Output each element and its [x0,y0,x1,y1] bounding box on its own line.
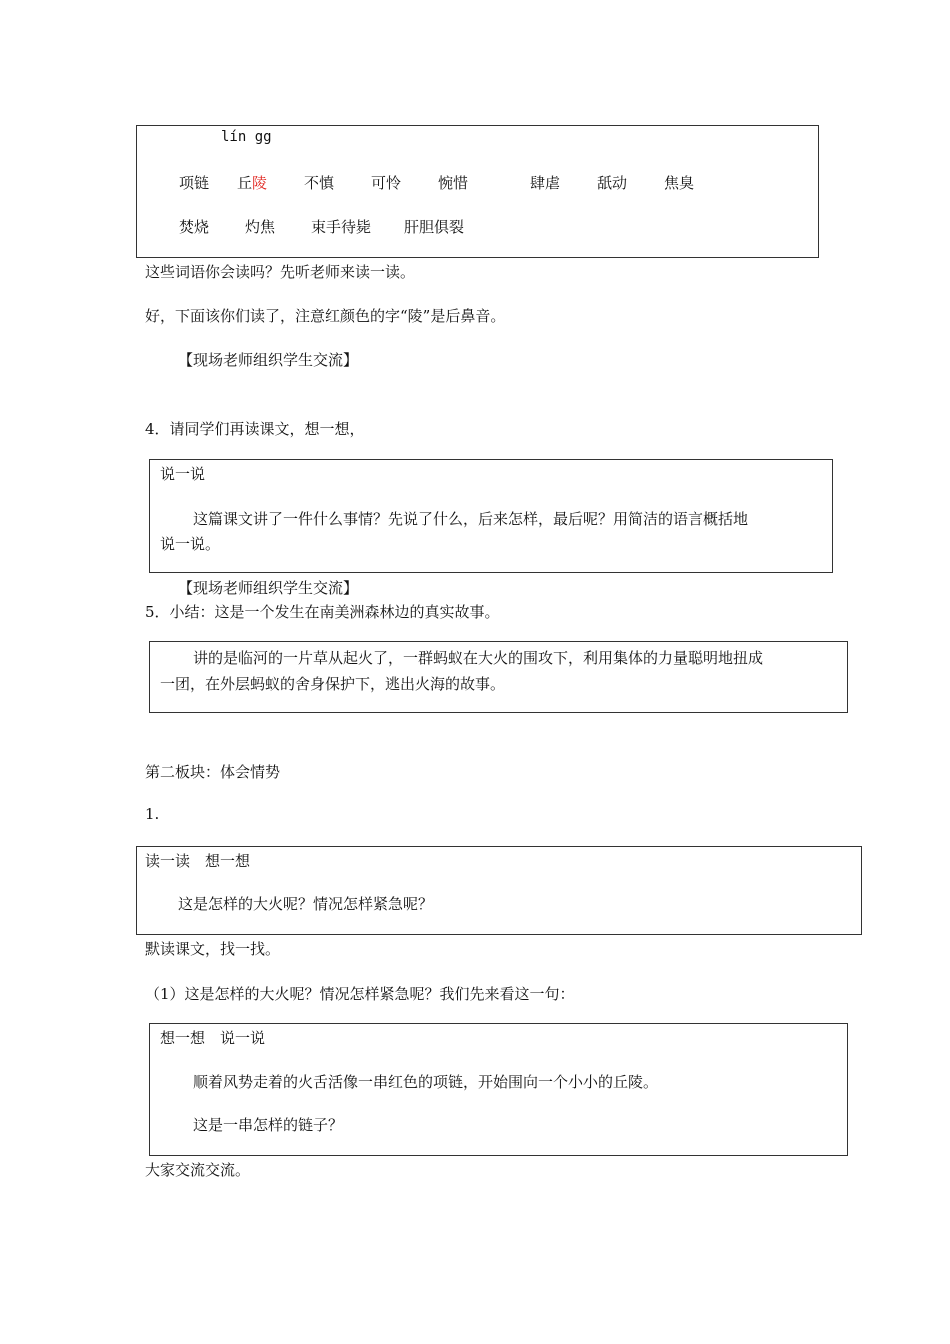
paragraph: 4．请同学们再读课文，想一想， [145,420,365,438]
vocab-word: 肝胆俱裂 [404,218,465,236]
box-text: 这是怎样的大火呢？情况怎样紧急呢？ [178,895,434,913]
highlighted-character: 陵 [252,174,268,192]
box-title: 说一说 [160,465,206,483]
vocab-word: 焚烧 [179,218,210,236]
vocab-word: 舐动 [597,174,628,192]
paragraph: 【现场老师组织学生交流】 [178,351,359,369]
box-text: 顺着风势走着的火舌活像一串红色的项链，开始围向一个小小的丘陵。 [193,1073,659,1091]
paragraph: 好，下面该你们读了，注意红颜色的字“陵”是后鼻音。 [145,307,506,325]
box-title: 想一想 说一说 [160,1029,266,1047]
paragraph: 这些词语你会读吗？先听老师来读一读。 [145,263,416,281]
vocab-word-highlighted [237,172,267,193]
vocab-word-prefix: 丘 [237,174,253,192]
paragraph: 5．小结：这是一个发生在南美洲森林边的真实故事。 [145,603,500,621]
paragraph: （1）这是怎样的大火呢？情况怎样紧急呢？我们先来看这一句： [145,985,575,1003]
vocab-word: 项链 [179,174,210,192]
box-text: 一团，在外层蚂蚁的舍身保护下，逃出火海的故事。 [160,675,506,693]
vocab-word: 焦臭 [664,174,695,192]
vocab-word: 肆虐 [530,174,561,192]
vocab-word: 惋惜 [438,174,469,192]
vocab-word: 灼焦 [245,218,276,236]
box-text: 讲的是临河的一片草从起火了，一群蚂蚁在大火的围攻下，利用集体的力量聪明地扭成 [193,649,764,667]
paragraph: 默读课文，找一找。 [145,940,281,958]
pinyin-annotation: lín gg [221,129,272,145]
paragraph: 大家交流交流。 [145,1161,251,1179]
vocab-word: 可怜 [371,174,402,192]
paragraph: 1. [145,805,160,823]
paragraph: 【现场老师组织学生交流】 [178,579,359,597]
vocab-word: 束手待毙 [311,218,372,236]
vocab-word: 不慎 [304,174,335,192]
box-text: 这篇课文讲了一件什么事情？先说了什么，后来怎样，最后呢？用简洁的语言概括地 [193,510,749,528]
box-text: 说一说。 [160,535,221,553]
section-title: 第二板块：体会情势 [145,763,281,781]
box-text: 这是一串怎样的链子？ [193,1116,344,1134]
box-title: 读一读 想一想 [145,852,251,870]
